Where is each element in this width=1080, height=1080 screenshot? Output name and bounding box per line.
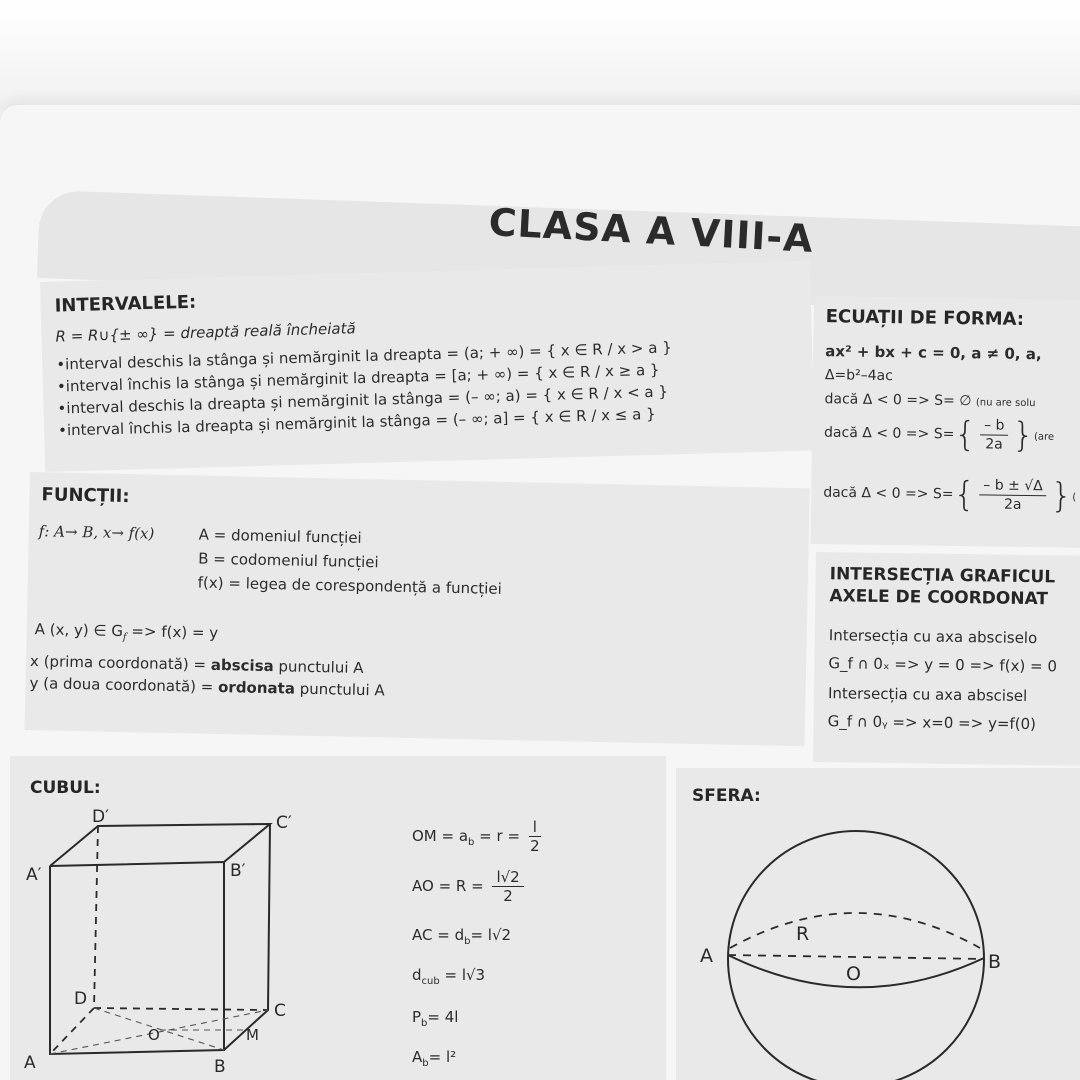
ordonata-pre: y (a doua coordonată) = <box>29 674 219 696</box>
fraction-denominator: 2a <box>985 436 1003 453</box>
vertex-label-a: A <box>24 1053 36 1073</box>
formula-lhs: AO = R = <box>412 877 489 895</box>
intersection-formula: G_f ∩ 0ₓ => y = 0 => f(x) = 0 <box>828 654 1058 676</box>
intersectia-heading-line1: INTERSECȚIA GRAFICUL <box>829 564 1056 588</box>
formula-sub: b <box>421 1018 428 1029</box>
background-surface <box>0 0 1080 110</box>
radius-label: R <box>796 923 810 945</box>
fraction-numerator: l√2 <box>492 868 523 887</box>
interval-label: •interval deschis la dreapta și nemărginit la stânga <box>57 388 444 418</box>
fraction <box>979 476 1047 514</box>
interval-list <box>56 336 674 441</box>
center-label-o: O <box>846 963 861 985</box>
abscisa-post: punctului A <box>273 657 364 678</box>
page-title: CLASA A VIII-A <box>487 200 815 261</box>
abscisa-term: abscisa <box>210 655 274 676</box>
graph-membership <box>34 618 218 651</box>
case-one-solution <box>824 414 1054 454</box>
intervale-heading: INTERVALELE: <box>54 291 197 317</box>
fraction-denominator: 2a <box>1003 496 1022 513</box>
function-domain: A = domeniul funcției <box>198 525 362 547</box>
abscisa-pre: x (prima coordonată) = <box>29 652 212 674</box>
membership-tail: => f(x) = y <box>126 622 219 642</box>
formula-mid: = r = <box>474 827 525 845</box>
fraction-numerator: – b ± √Δ <box>979 476 1047 496</box>
point-label-m: M <box>246 1026 259 1044</box>
sfera-heading: SFERA: <box>692 786 761 806</box>
function-law: f(x) = legea de corespondență a funcției <box>197 573 502 598</box>
function-codomain: B = codomeniul funcției <box>198 549 379 572</box>
membership-text: A (x, y) ∈ G <box>34 620 124 640</box>
fraction-numerator: l <box>529 818 541 837</box>
vertex-label-c-prime: C′ <box>276 813 292 833</box>
interval-label: •interval închis la dreapta și nemărginit la stânga <box>57 411 431 440</box>
delta-formula: Δ=b²–4ac <box>824 367 894 385</box>
intersectia-panel <box>813 552 1080 766</box>
intersection-text: Intersecția cu axa absciselo <box>828 626 1038 648</box>
formula-dcub <box>412 964 485 993</box>
formula-rhs: = l√2 <box>470 926 512 944</box>
sphere-diagram <box>686 818 1080 1080</box>
sfera-panel <box>676 768 1080 1080</box>
vertex-label-d-prime: D′ <box>92 807 109 827</box>
brace-right-icon: } <box>1050 475 1073 517</box>
intersectia-heading-line2: AXELE DE COORDONAT <box>829 586 1049 610</box>
fraction <box>980 416 1009 453</box>
intervale-intro: R = R∪{± ∞} = dreaptă reală încheiată <box>55 319 356 346</box>
formula-lhs: A <box>412 1048 423 1066</box>
interval-label: •interval închis la stânga și nemărginit la dreapta <box>56 367 430 396</box>
cubul-panel <box>10 756 666 1080</box>
vertex-label-b-prime: B′ <box>230 861 246 881</box>
interval-value: = (– ∞; a) = { x ∈ R / x < a } <box>447 382 669 407</box>
formula-lhs: P <box>412 1008 422 1026</box>
functii-heading: FUNCȚII: <box>41 484 130 508</box>
formula-rhs: = l√3 <box>439 966 486 984</box>
case-note: (nu are solu <box>975 397 1036 410</box>
interval-value: = (– ∞; a] = { x ∈ R / x ≤ a } <box>435 404 656 430</box>
empty-set-symbol: ∅ <box>959 393 972 410</box>
fraction-denominator: 2 <box>530 837 540 855</box>
case-condition: dacă Δ < 0 => S= <box>823 484 954 503</box>
case-no-solution <box>824 388 1035 415</box>
point-label-o: O <box>148 1026 160 1044</box>
formula-om <box>412 818 545 855</box>
interval-value: = (a; + ∞) = { x ∈ R / x > a } <box>446 338 672 363</box>
case-condition: dacă Δ < 0 => S= <box>823 424 955 443</box>
point-label-b: B <box>988 951 1002 973</box>
formula-sub: b <box>464 936 471 947</box>
vertex-label-c: C <box>274 1001 286 1021</box>
formula-pb <box>412 1006 458 1035</box>
fraction-numerator: – b <box>980 416 1009 435</box>
interval-label: •interval deschis la stânga și nemărginit la dreapta <box>56 344 443 374</box>
brace-left-icon: { <box>954 414 977 455</box>
brace-right-icon: } <box>1012 415 1035 456</box>
ecuatii-panel <box>811 296 1080 548</box>
fraction <box>492 868 523 905</box>
formula-ab <box>412 1046 456 1075</box>
formula-rhs: = l² <box>428 1048 457 1066</box>
vertex-label-a-prime: A′ <box>26 865 42 885</box>
fraction <box>529 818 541 855</box>
ordonata-post: punctului A <box>294 679 385 700</box>
case-two-solutions <box>823 474 1076 515</box>
case-note: ( <box>1072 492 1077 504</box>
formula-lhs: OM = a <box>412 827 469 845</box>
intersection-formula: G_f ∩ 0ᵧ => x=0 => y=f(0) <box>827 712 1037 734</box>
ecuatii-heading: ECUAȚII DE FORMA: <box>825 306 1025 330</box>
formula-sub: b <box>468 837 475 848</box>
formula-lhs: d <box>412 966 422 984</box>
quadratic-equation: ax² + bx + c = 0, a ≠ 0, a, <box>825 342 1042 364</box>
ordonata-term: ordonata <box>217 677 296 698</box>
vertex-label-d: D <box>74 989 88 1009</box>
formula-rhs: = 4l <box>427 1008 459 1026</box>
fraction-denominator: 2 <box>503 887 513 905</box>
formula-ac <box>412 924 511 953</box>
intervale-panel <box>40 261 815 472</box>
case-note: (are <box>1033 431 1055 443</box>
membership-sub: f <box>122 631 127 644</box>
cube-diagram <box>20 804 320 1080</box>
brace-left-icon: { <box>953 474 976 515</box>
formula-sub: b <box>422 1058 429 1069</box>
intersection-text: Intersecția cu axa abscisel <box>827 684 1028 705</box>
point-label-a: A <box>700 945 713 967</box>
formula-lhs: AC = d <box>412 926 465 944</box>
vertex-label-b: B <box>214 1057 226 1077</box>
formula-sub: cub <box>421 976 440 987</box>
formula-ao <box>412 868 528 905</box>
cubul-heading: CUBUL: <box>30 778 101 798</box>
interval-value: = [a; + ∞) = { x ∈ R / x ≥ a } <box>434 360 660 386</box>
functii-panel <box>25 472 810 746</box>
case-condition: dacă Δ < 0 => S= <box>824 391 955 409</box>
function-definition: f: A→ B, x→ f(x) <box>38 522 155 543</box>
